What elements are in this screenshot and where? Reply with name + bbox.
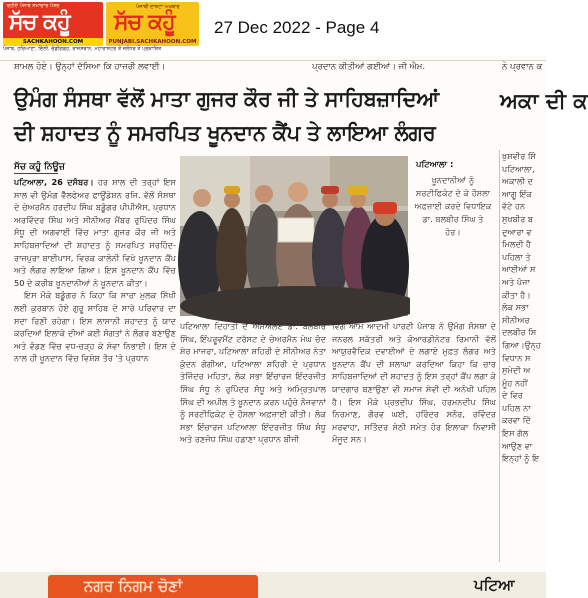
sidebar-story-line: ਆਈਆਂ ਸ [502,264,536,275]
sidebar-story-line: ਸੁਖਬੀਰ ਬ [502,213,534,224]
section-divider [0,60,546,61]
sidebar-story-line: ਪਟਿਆਲਾ, [502,163,535,174]
paragraph: ਇਸ ਮੌਕੇ ਬਡੂੰਗਰ ਨੇ ਕਿਹਾ ਕਿ ਸਾਰਾ ਮੁਲਕ ਸਿੱਖੀ ਲਈ ਕੁਰਬਾਨ ਹੋਏ ਗੁਰੂ ਸਾਹਿਬ ਦੇ ਸਾਰੇ ਪਰਿਵਾਰ ਦਾ ਸਦਾ ਰਿਣੀ ਰਹੇਗਾ। ਇਸ ਲਾਸਾਨੀ ਸ਼ਹਾਦਤ ਨੂੰ ਯਾਦ ਕਰਦਿਆਂ ਇਲਾਕੇ ਦੀਆਂ ਕਈ ਸੰਗਤਾਂ ਨੇ ਲੰਗਰ ਬਣਾਉਣ ਅਤੇ ਵੰਡਣ ਵਿੱਚ ਵਧ-ਚੜ੍ਹ ਕੇ ਸੇਵਾ ਨਿਭਾਈ। ਇਸ ਦੇ ਨਾਲ ਹੀ ਖੂਨਦਾਨ ਵਿੱਚ ਵਿਸ਼ੇਸ਼ ਤੌਰ 'ਤੇ ਪ੍ਰਧਾਨ [14,290,176,364]
sidebar-story-line: ਸੁਮੇਦੀ ਅ [502,365,531,376]
paragraph: ਵਿੰਗ ਆਮ ਆਦਮੀ ਪਾਰਟੀ ਪੰਜਾਬ ਨੇ ਉਮੰਗ ਸੰਸਥਾ ਦੇ ਜਨਰਲ ਸਕੱਤਰੀ ਅਤੇ ਕੋਆਰਡੀਨੇਟਰ ਰਿਮਾਨੀ ਵੱਲੋਂ ਆਯੁਰਵੈਦਿਕ ਦਵਾਈਆਂ ਦੇ ਲਗਾਏ ਮੁਫ਼ਤ ਲੰਗਰ ਅਤੇ ਖੂਨਦਾਨ ਕੈਂਪ ਦੀ ਸ਼ਲਾਘਾ ਕਰਦਿਆ ਕਿਹਾ ਕਿ ਚਾਰ ਸਾਹਿਬਜ਼ਾਦਿਆਂ ਦੀ ਸ਼ਹਾਦਤ ਨੂੰ ਇਸ ਤਰ੍ਹਾਂ ਕੈਂਪ ਲਗਾ ਕੇ ਯਾਦਗਾਰ ਬਣਾਉਣਾ ਵੀ ਸਮਾਜ ਸੇਵੀ ਦੀ ਅਨੋਖੀ ਪਹਿਲ ਹੈ। ਇਸ ਮੌਕੇ ਪ੍ਰਭਦੀਪ ਸਿੰਘ, ਹਰਮਨਦੀਪ ਸਿੰਘ ਨਿਰਮਾਣ, ਗੌਰਵ ਘਈ, ਹਰਿੰਦਰ ਸਨੌਰ, ਰਵਿੰਦਰ ਮਰਵਾਹਾ, ਸਤਿੰਦਰ ਸੇਠੀ ਸਮੇਤ ਹੋਰ ਇਲਾਕਾ ਨਿਵਾਸੀ ਮੌਜੂਦ ਸਨ। [332,321,496,445]
sidebar-story-line: ਦੇ ਵਿਰ [502,390,523,401]
byline: ਸੱਚ ਕਹੂੰ ਨਿਊਜ਼ [14,162,65,172]
sidebar-story-line: ਮਿਲਦੀ ਹੈ [502,239,532,250]
paragraph-text: ਹਰ ਸਾਲ ਦੀ ਤਰ੍ਹਾਂ ਇਸ ਸਾਲ ਵੀ ਉਮੰਗ ਵੈੱਲਫੇਅਰ ਫਾਊਂਡੇਸ਼ਨ ਰਜਿ. ਵੱਲੋਂ ਸੰਸਥਾ ਦੇ ਚੇਅਰਮੈਨ ਹਰਦੀਪ ਸਿੰਘ ਬਡੂੰਗਰ ਪੀਪੀਐਸ, ਪ੍ਰਧਾਨ ਅਰਵਿੰਦਰ ਸਿੰਘ ਅਤੇ ਸੀਨੀਅਰ ਮੈਂਬਰ ਰੁਪਿੰਦਰ ਸਿੰਘ ਸੰਧੂ ਦੀ ਅਗਵਾਈ ਵਿੱਚ ਮਾਤਾ ਗੁਜਰ ਕੌਰ ਜੀ ਅਤੇ ਸਾਹਿਬਜ਼ਾਦਿਆਂ ਦੀ ਸ਼ਹਾਦਤ ਨੂੰ ਸਮਰਪਿਤ ਸਰਹਿੰਦ-ਰਾਜਪੁਰਾ ਬਾਈਪਾਸ, ਵਿਰਕ ਕਾਲੋਨੀ ਵਿਖੇ ਖੂਨਦਾਨ ਕੈਂਪ ਅਤੇ ਲੰਗਰ ਲਾਇਆ ਗਿਆ। ਇਸ ਖੂਨਦਾਨ ਕੈਂਪ ਵਿੱਚ 50 ਦੇ ਕਰੀਬ ਖੂਨਦਾਨੀਆਂ ਨੇ ਖੂਨਦਾਨ ਕੀਤਾ। [14,177,177,288]
paragraph: ਪਟਿਆਲਾ ਦਿਹਾਤੀ ਦੇ ਐੱਮਐੱਲਏ ਡਾ. ਬਲਬੀਰ ਸਿੰਘ, ਇੰਪਰੂਵਮੈਂਟ ਟਰੱਸਟ ਦੇ ਚੇਅਰਮੈਨ ਮੇਘ ਚੰਦ ਸ਼ੇਰ ਮਾਜਰਾ, ਪਟਿਆਲਾ ਸ਼ਹਿਰੀ ਦੇ ਸੀਨੀਅਰ ਨੇਤਾ ਕੁੰਦਨ ਗੋਗੀਆ, ਪਟਿਆਲਾ ਸ਼ਹਿਰੀ ਦੇ ਪ੍ਰਧਾਨ ਤੇਜਿੰਦਰ ਮਹਿਤਾ, ਲੋਕ ਸਭਾ ਇੰਚਾਰਜ ਇੰਦਰਜੀਤ ਸਿੰਘ ਸੰਧੂ ਨੇ ਰੁਪਿੰਦਰ ਸੰਧੂ ਅਤੇ ਅਮ੍ਰਿਤਪਾਲ ਸਿੰਘ ਦੀ ਅਪੀਲ ਤੇ ਖੂਨਦਾਨ ਕਰਨ ਪਹੁੰਚੇ ਨੌਜਵਾਨਾਂ ਨੂੰ ਸਰਟੀਫਿਕੇਟ ਦੇ ਹੌਸਲਾ ਅਫ਼ਜ਼ਾਈ ਕੀਤੀ। ਲੋਕ ਸਭਾ ਇੰਚਾਰਜ ਪਟਿਆਲਾ ਇੰਦਰਜੀਤ ਸਿੰਘ ਸੰਧੂ ਅਤੇ ਰਣਜੋਧ ਸਿੰਘ ਹਡਾਣਾ ਪ੍ਰਧਾਨ ਬੀਜੀ [180,321,327,445]
sidebar-story-line: ਇਨ੍ਹਾਂ ਨੂੰ ਇ [502,453,540,464]
sach-kahoon-punjabi-logo [106,2,199,46]
paragraph [14,176,176,289]
caption-dateline: ਪਟਿਆਲਾ : [416,160,454,170]
sidebar-story-line: ਵਿਧਾਨ ਸ [502,352,531,363]
sidebar-story-line: ਦਲਬੀਰ ਸਿ [502,327,537,338]
photo-caption [410,156,496,316]
section-banner-label: ਨਗਰ ਨਿਗਮ ਚੋਣਾਂ [84,577,183,595]
photo-blood-donation-certificate [180,156,408,316]
sidebar-story-line: ਕੀਤਾ ਹੈ। [502,289,531,300]
sidebar-story-line: ਅਕਾਲੀ ਦ [502,176,533,187]
dateline: ਪਟਿਆਲਾ, 26 ਦਸੰਬਰ। [14,177,94,187]
caption-text: ਖੂਨਦਾਨੀਆਂ ਨੂੰ ਸਰਟੀਫਿਕੇਟ ਦੇ ਕੇ ਹੌਸਲਾ ਅਫ਼ਜ਼ਾਈ ਕਰਦੇ ਵਿਧਾਇਕ ਡਾ. ਬਲਬੀਰ ਸਿੰਘ ਤੇ ਹੋਰ। [414,175,492,237]
sidebar-story-line: ਲੋਕ ਸਭਾ [502,302,529,313]
article-column-1 [14,176,176,560]
article-photo [180,156,408,316]
previous-story-tail-left: ਸ਼ਾਮਲ ਹੋਏ। ਉਨ੍ਹਾਂ ਦੱਸਿਆ ਕਿ ਹਾਜ਼ਰੀ ਲਵਾਈ। [14,62,166,72]
byline-underline [14,173,58,174]
sidebar-story-line: ਪਹਿਲ ਨਾ [502,402,531,413]
sidebar-story-line: ਪਹਿਲਾ ਤੇ [502,251,531,262]
sidebar-story-line: ਗਿਆ।ਉਨ੍ਹ [502,339,541,350]
sach-kahoon-logo [3,2,103,46]
masthead [0,0,546,56]
sidebar-story-line: ਸੀਨੀਅਰ [502,314,530,325]
sidebar-story-line: ਆਗੂ ਇੰਕ [502,188,532,199]
logo-name: ਸੱਚ ਕਹੂੰ [9,10,70,35]
sidebar-story-column [502,150,546,560]
headline-line-2: ਦੀ ਸ਼ਹਾਦਤ ਨੂੰ ਸਮਰਪਿਤ ਖੂਨਦਾਨ ਕੈਂਪ ਤੇ ਲਾਇਆ ਲੰਗਰ [14,120,436,145]
article-headline [14,82,500,150]
column-rule [499,150,500,562]
next-headline-fragment: ਪਟਿਆ [474,576,515,594]
article-column-3 [332,320,496,560]
logo-url: PUNJABI.SACHKAHOON.COM [108,39,197,45]
sidebar-story-line: ਮੂੰਹ ਨਹੀਂ [502,377,528,388]
logo-tagline: ਪੰਜਾਬੀ ਦਾਸ਼ਟਾਂ ਅਖ਼ਬਾਰ [136,4,180,10]
previous-story-tail-right: ਪ੍ਰਦਾਨ ਕੀਤੀਆਂ ਗਈਆਂ। ਜੀ ਐਮ. [312,62,426,72]
logo-url: SACHKAHOON.COM [3,38,103,46]
sidebar-story-line: ਦੁਆਰਾ ਵ [502,226,532,237]
logo-name: ਸੱਚ ਕਹੂੰ [114,10,175,35]
sidebar-story-line: ਆਉਣ ਵਾ [502,440,533,451]
previous-story-tail-far: ਨੇ ਪ੍ਰਵਾਨ ਕ [502,62,543,72]
edition-line: ਪੰਜਾਬ, ਹਰਿਆਣਾ, ਦਿੱਲੀ, ਚੰਡੀਗੜ੍ਹ, ਰਾਜਸਥਾਨ, ਮਹਾਰਾਸ਼ਟਰ ਤੇ ਜਲੰਧਰ ਤੋਂ ਪ੍ਰਕਾਸ਼ਿਤ [3,46,162,52]
sidebar-story-line: ਵੱਟੇ ਹਨ [502,201,526,212]
sidebar-story-line: ਕਰਵਾ ਦਿੱ [502,415,531,426]
sidebar-story-line: ਖੁਸ਼ਵੀਰ ਸਿੰ [502,151,537,161]
headline-line-1: ਉਮੰਗ ਸੰਸਥਾ ਵੱਲੋਂ ਮਾਤਾ ਗੁਜਰ ਕੌਰ ਜੀ ਤੇ ਸਾਹਿਬਜ਼ਾਦਿਆਂ [14,86,439,111]
sidebar-story-line: ਅਤੇ ਪੰਜਾ [502,276,530,287]
sidebar-story-line: ਇਸ ਗੱਲ [502,428,529,439]
sidebar-story-headline: ਅਕਾ ਦੀ ਕ [500,88,588,113]
article-column-2 [180,320,326,560]
page-date-label: 27 Dec 2022 - Page 4 [214,18,380,37]
logo-tagline: ਰਹੀਏ ਪੰਜਾਬ ਸਮਾਚਾਰ ਪੱਤਰ [7,3,60,9]
